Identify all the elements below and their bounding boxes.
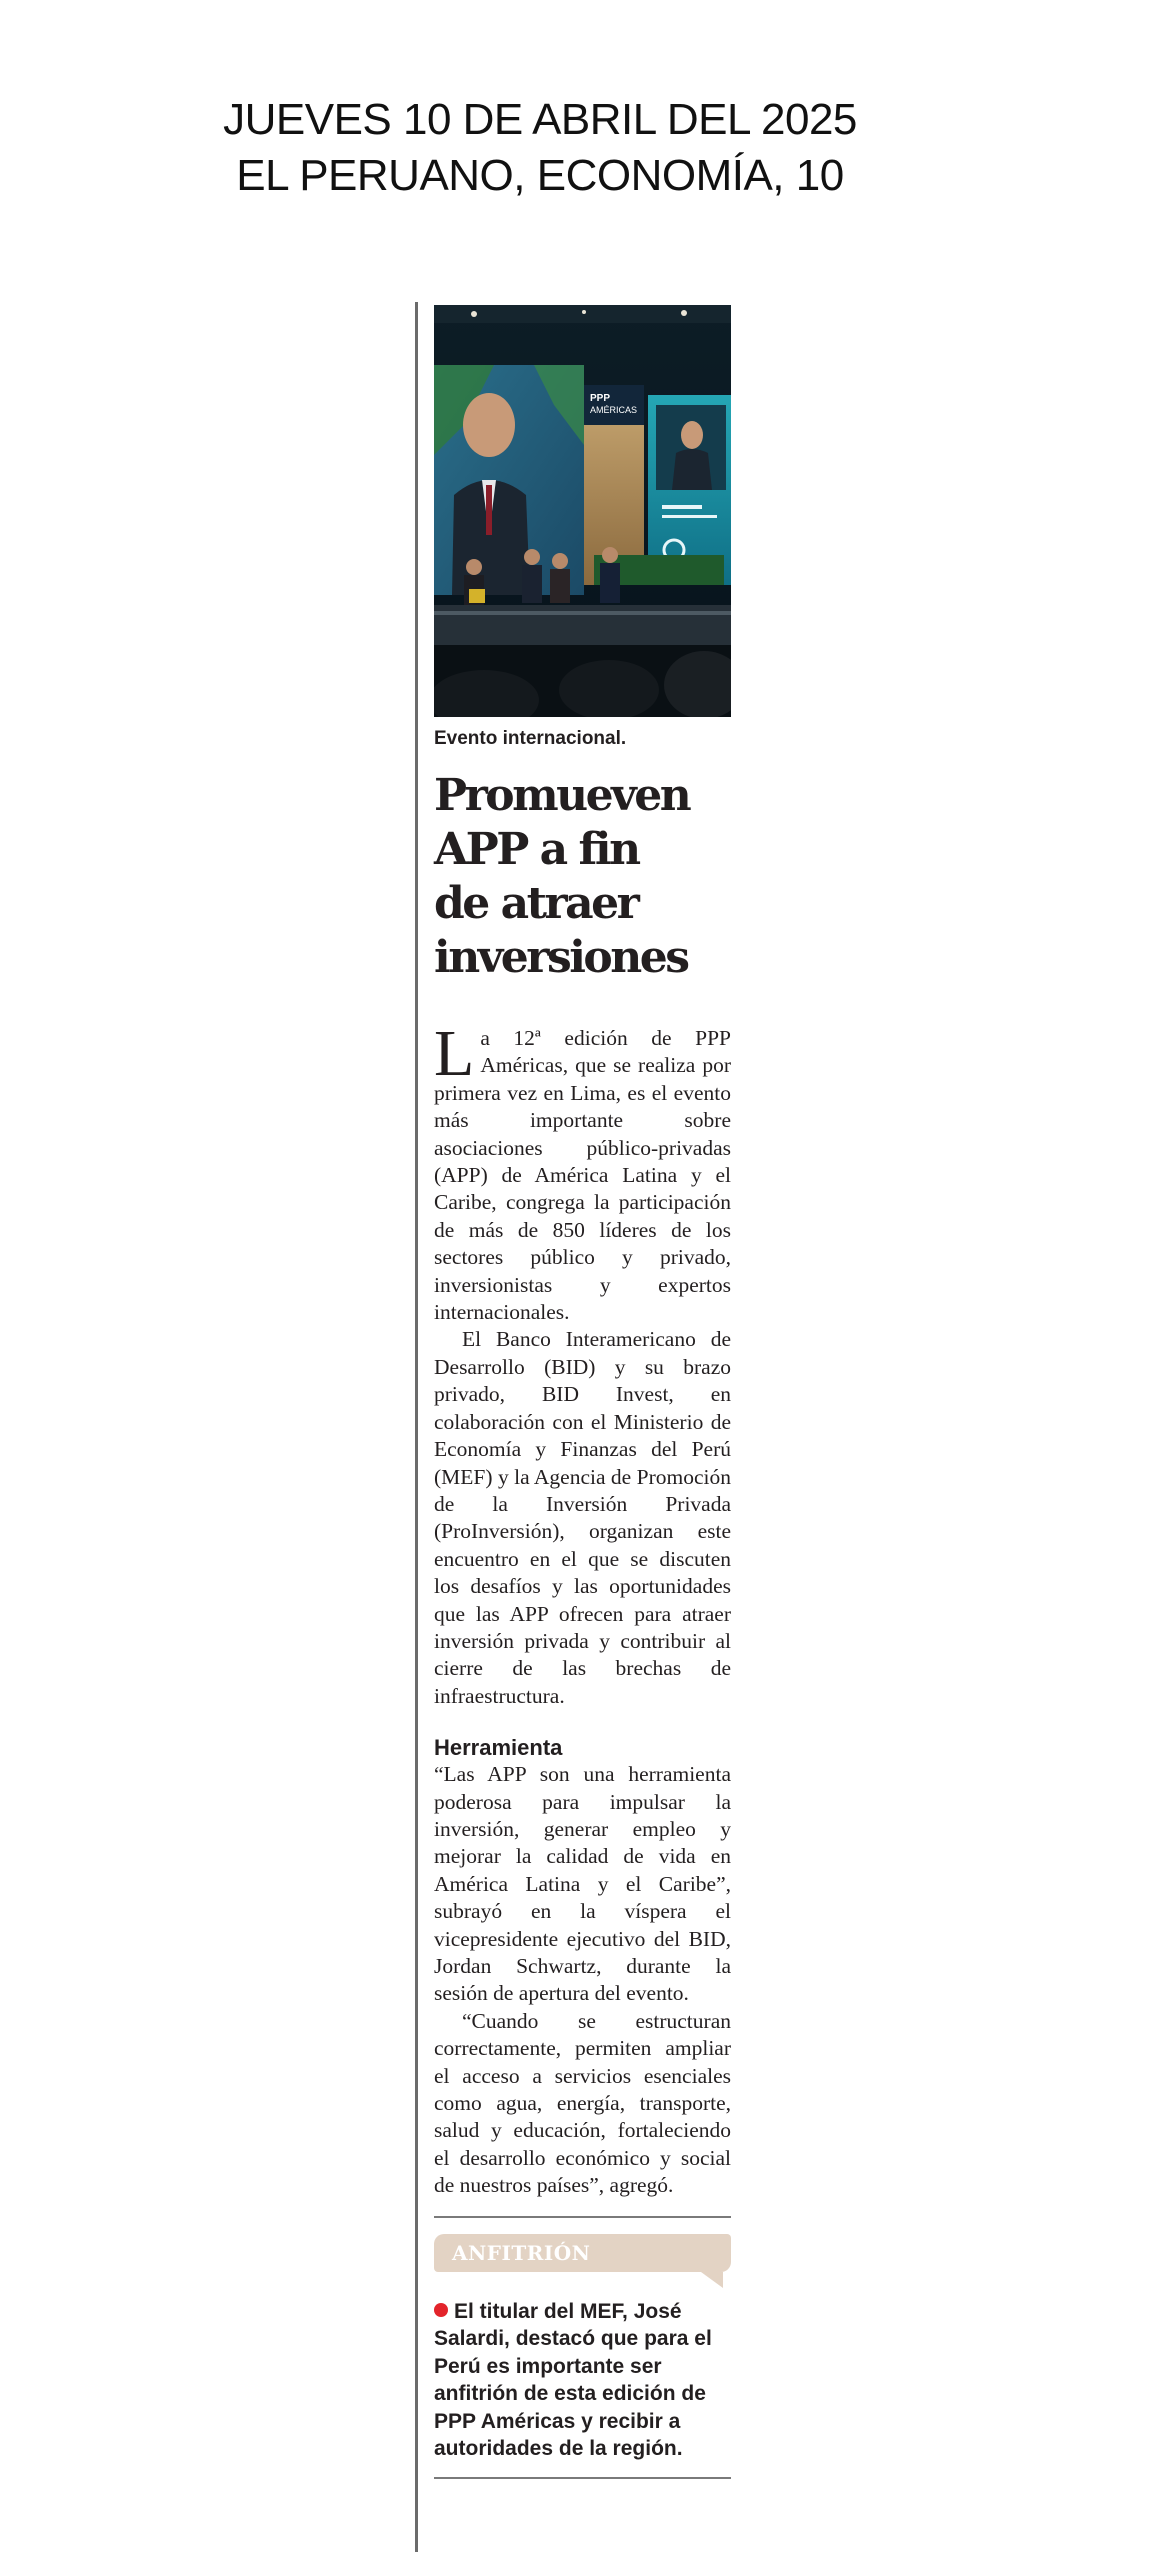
screen-logo: PPP [590, 393, 611, 404]
headline-line: inversiones [434, 932, 688, 983]
subheading: Herramienta [434, 1735, 563, 1761]
column-rule [415, 302, 418, 2552]
headline [434, 769, 731, 985]
headline-line: APP a fin [434, 824, 639, 875]
paragraph: “Cuando se estructuran correctamente, permiten ampliar el acceso a servicios esenciales como agua, energía, transporte, salud y educación, fortaleciendo el desarrollo económico y social de nuestros países”, agregó. [434, 2008, 731, 2198]
article-body [434, 1017, 731, 2200]
sidebar-bottom-rule [434, 2477, 731, 2479]
headline-line: de atraer [434, 878, 638, 929]
paragraph: El Banco Interamericano de Desarrollo (BID) y su brazo privado, BID Invest, en colaboración con el Ministerio de Economía y Finanzas del Perú (MEF) y la Agencia de Promoción de la Inversión Privada (ProInversión), organizan este encuentro en el que se discuten los desafíos y las oportunidades que las APP ofrecen para atraer inversión privada y contribuir al cierre de las brechas de infraestructura. [434, 1327, 731, 1708]
article [434, 305, 731, 2479]
photo-caption: Evento internacional. [434, 728, 627, 749]
sidebar-text: El titular del MEF, José Salardi, destacó que para el Perú es importante ser anfitrión de esta edición de PPP Américas y recibir a autoridades de la región. [434, 2299, 712, 2461]
drop-cap: L [434, 1017, 475, 1090]
section-line: EL PERUANO, ECONOMÍA, 10 [236, 151, 844, 200]
sidebar-tag-label: ANFITRIÓN [452, 2240, 591, 2265]
paragraph-text: a 12ª edición de PPP Américas, que se realiza por primera vez en Lima, es el evento más importante sobre asociaciones público-privadas (APP) de América Latina y el Caribe, congrega la participación de más de 850 líderes de los sectores público y privado, inversionistas y expertos internacionales. [434, 1026, 731, 1325]
paragraph: “Las APP son una herramienta poderosa para impulsar la inversión, generar empleo y mejorar la calidad de vida en América Latina y el Caribe”, subrayó en la víspera el vicepresidente ejecutivo del BID, Jordan Schwartz, durante la sesión de apertura del evento. [434, 1762, 731, 2006]
date-line: JUEVES 10 DE ABRIL DEL 2025 [223, 95, 857, 144]
sidebar-tag [434, 2234, 731, 2272]
paragraph [434, 1017, 731, 1326]
headline-line: Promueven [434, 770, 690, 821]
event-photo [434, 305, 731, 717]
sidebar-top-rule [434, 2216, 731, 2218]
dateline [180, 92, 900, 204]
tag-tail [701, 2272, 723, 2288]
red-bullet-icon [434, 2303, 448, 2317]
svg-text:AMÉRICAS: AMÉRICAS [590, 405, 638, 415]
sidebar-highlight [434, 2298, 731, 2463]
